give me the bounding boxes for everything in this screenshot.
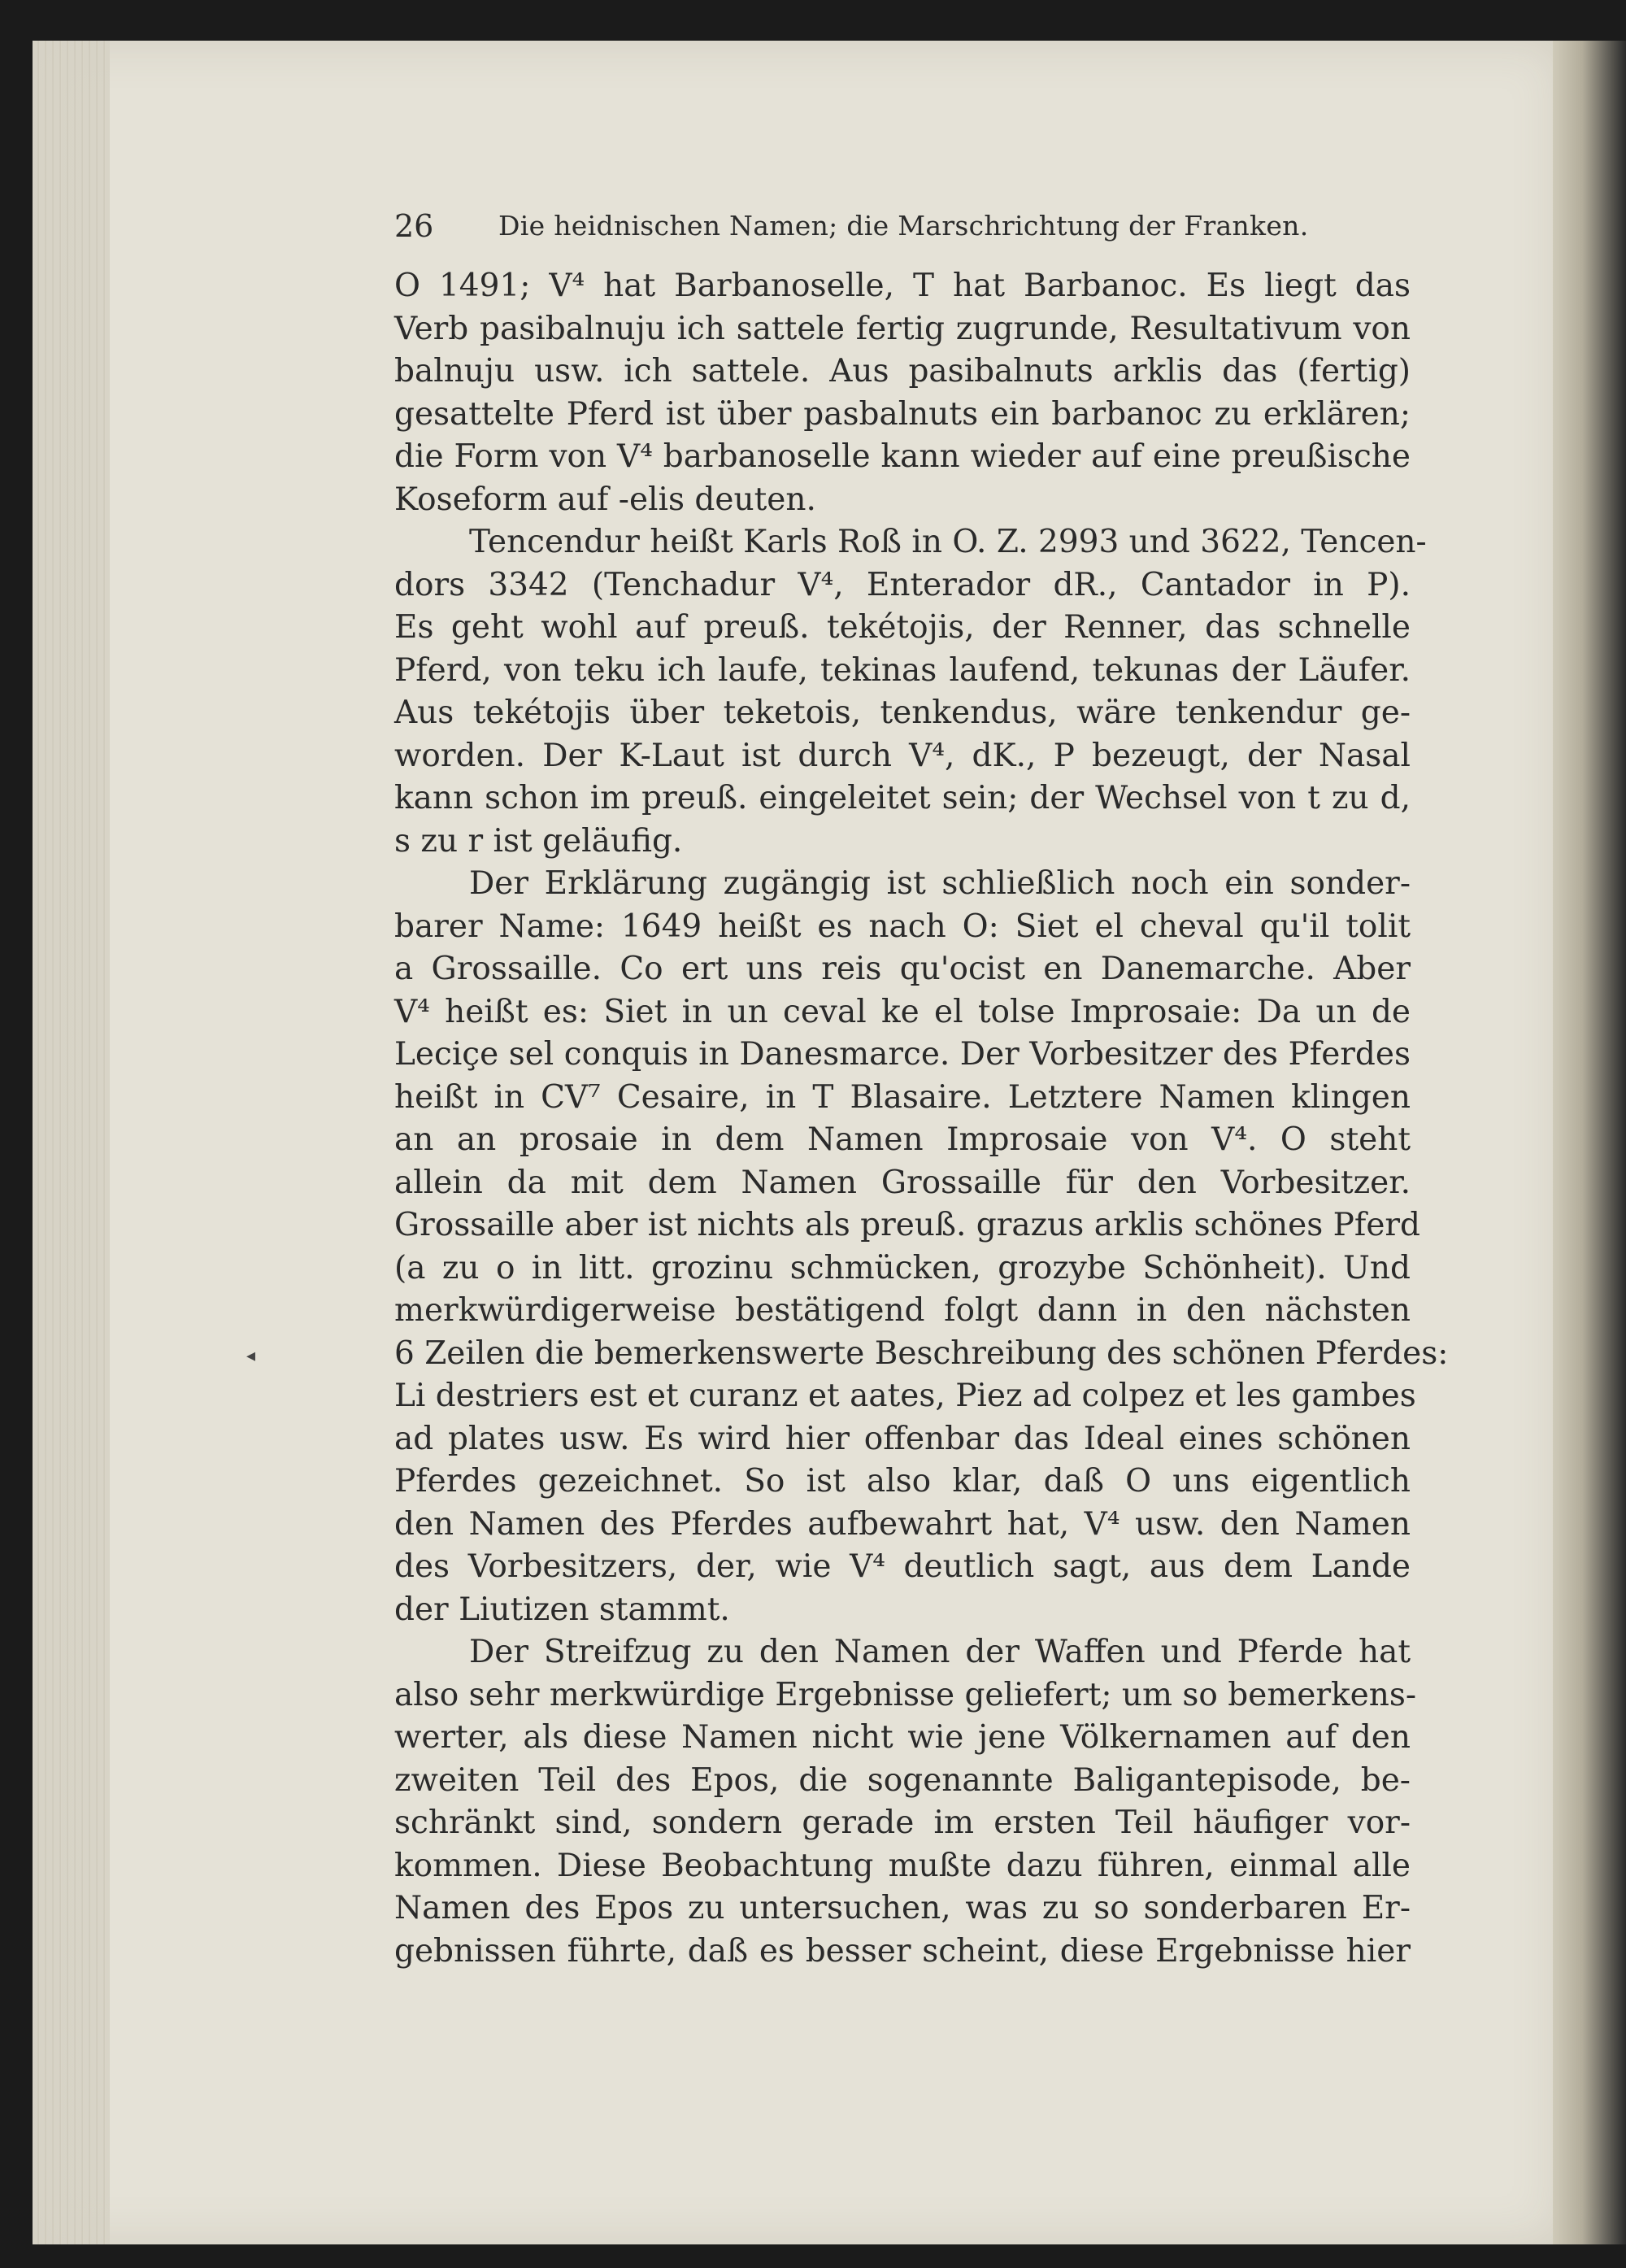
text-line: Der Erklärung zugängig ist schließlich noch ein sonder-	[469, 865, 1411, 902]
page-header	[394, 202, 1411, 250]
text-line: schränkt sind, sondern gerade im ersten Teil häufiger vor-	[394, 1804, 1411, 1841]
text-line: merkwürdigerweise bestätigend folgt dann in den nächsten	[394, 1292, 1411, 1329]
page-number: 26	[394, 208, 434, 244]
text-line: Pferd, von teku ich laufe, tekinas laufend, tekunas der Läufer.	[394, 651, 1411, 689]
book-spine-edge	[1553, 41, 1626, 2244]
text-line: s zu r ist geläufig.	[394, 822, 683, 860]
body-text	[394, 265, 1449, 1973]
text-line: Verb pasibalnuju ich sattele fertig zugrunde, Resultativum von	[394, 310, 1411, 347]
text-line: dors 3342 (Tenchadur V⁴, Enterador dR., Cantador in P).	[394, 566, 1411, 603]
text-line: Li destriers est et curanz et aates, Piez ad colpez et les gambes	[394, 1378, 1416, 1414]
text-line: gesattelte Pferd ist über pasbalnuts ein barbanoc zu erklären;	[394, 395, 1411, 433]
text-line: kann schon im preuß. eingeleitet sein; der Wechsel von t zu d,	[394, 780, 1411, 816]
text-line: (a zu o in litt. grozinu schmücken, grozybe Schönheit). Und	[394, 1249, 1411, 1286]
text-line: 6 Zeilen die bemerkenswerte Beschreibung des schönen Pferdes:	[394, 1334, 1449, 1372]
text-line: an an prosaie in dem Namen Improsaie von V⁴. O steht	[394, 1121, 1411, 1158]
text-line: gebnissen führte, daß es besser scheint, diese Ergebnisse hier	[394, 1932, 1411, 1970]
text-line: worden. Der K-Laut ist durch V⁴, dK., P bezeugt, der Nasal	[394, 737, 1411, 774]
text-line: Der Streifzug zu den Namen der Waffen und Pferde hat	[469, 1634, 1411, 1670]
text-line: allein da mit dem Namen Grossaille für den Vorbesitzer.	[394, 1164, 1411, 1201]
running-head: Die heidnischen Namen; die Marschrichtung der Franken.	[498, 210, 1309, 242]
margin-mark-icon: ◂	[246, 1346, 256, 1366]
text-line: V⁴ heißt es: Siet in un ceval ke el tolse Improsaie: Da un de	[394, 993, 1411, 1030]
text-line: Es geht wohl auf preuß. tekétojis, der Renner, das schnelle	[394, 609, 1411, 646]
text-line: werter, als diese Namen nicht wie jene Völkernamen auf den	[394, 1719, 1411, 1756]
text-line: Grossaille aber ist nichts als preuß. grazus arklis schönes Pferd	[394, 1207, 1421, 1243]
text-line: O 1491; V⁴ hat Barbanoselle, T hat Barbanoc. Es liegt das	[394, 268, 1411, 304]
text-line: barer Name: 1649 heißt es nach O: Siet el cheval qu'il tolit	[394, 908, 1411, 945]
text-line: Aus tekétojis über teketois, tenkendus, wäre tenkendur ge-	[394, 694, 1411, 731]
text-line: also sehr merkwürdige Ergebnisse geliefert; um so bemerkens-	[394, 1676, 1417, 1713]
text-line: die Form von V⁴ barbanoselle kann wieder auf eine preußische	[394, 438, 1411, 475]
text-line: Namen des Epos zu untersuchen, was zu so sonderbaren Er-	[394, 1890, 1411, 1926]
text-line: Leciçe sel conquis in Danesmarce. Der Vorbesitzer des Pferdes	[394, 1036, 1411, 1073]
text-line: Pferdes gezeichnet. So ist also klar, daß O uns eigentlich	[394, 1463, 1411, 1500]
text-line: der Liutizen stammt.	[394, 1591, 730, 1628]
page-stack-edges	[33, 41, 110, 2244]
text-line: ad plates usw. Es wird hier offenbar das Ideal eines schönen	[394, 1420, 1411, 1457]
text-line: Koseform auf -elis deuten.	[394, 481, 816, 518]
text-line: zweiten Teil des Epos, die sogenannte Baligantepisode, be-	[394, 1761, 1411, 1799]
text-line: balnuju usw. ich sattele. Aus pasibalnuts arklis das (fertig)	[394, 353, 1411, 390]
text-line: heißt in CV⁷ Cesaire, in T Blasaire. Letztere Namen klingen	[394, 1078, 1411, 1116]
text-line: den Namen des Pferdes aufbewahrt hat, V⁴ usw. den Namen	[394, 1505, 1411, 1543]
text-line: kommen. Diese Beobachtung mußte dazu führen, einmal alle	[394, 1847, 1411, 1884]
text-line: a Grossaille. Co ert uns reis qu'ocist en Danemarche. Aber	[394, 951, 1411, 987]
text-line: des Vorbesitzers, der, wie V⁴ deutlich sagt, aus dem Lande	[394, 1548, 1411, 1585]
text-line: Tencendur heißt Karls Roß in O. Z. 2993 und 3622, Tencen-	[469, 524, 1427, 560]
